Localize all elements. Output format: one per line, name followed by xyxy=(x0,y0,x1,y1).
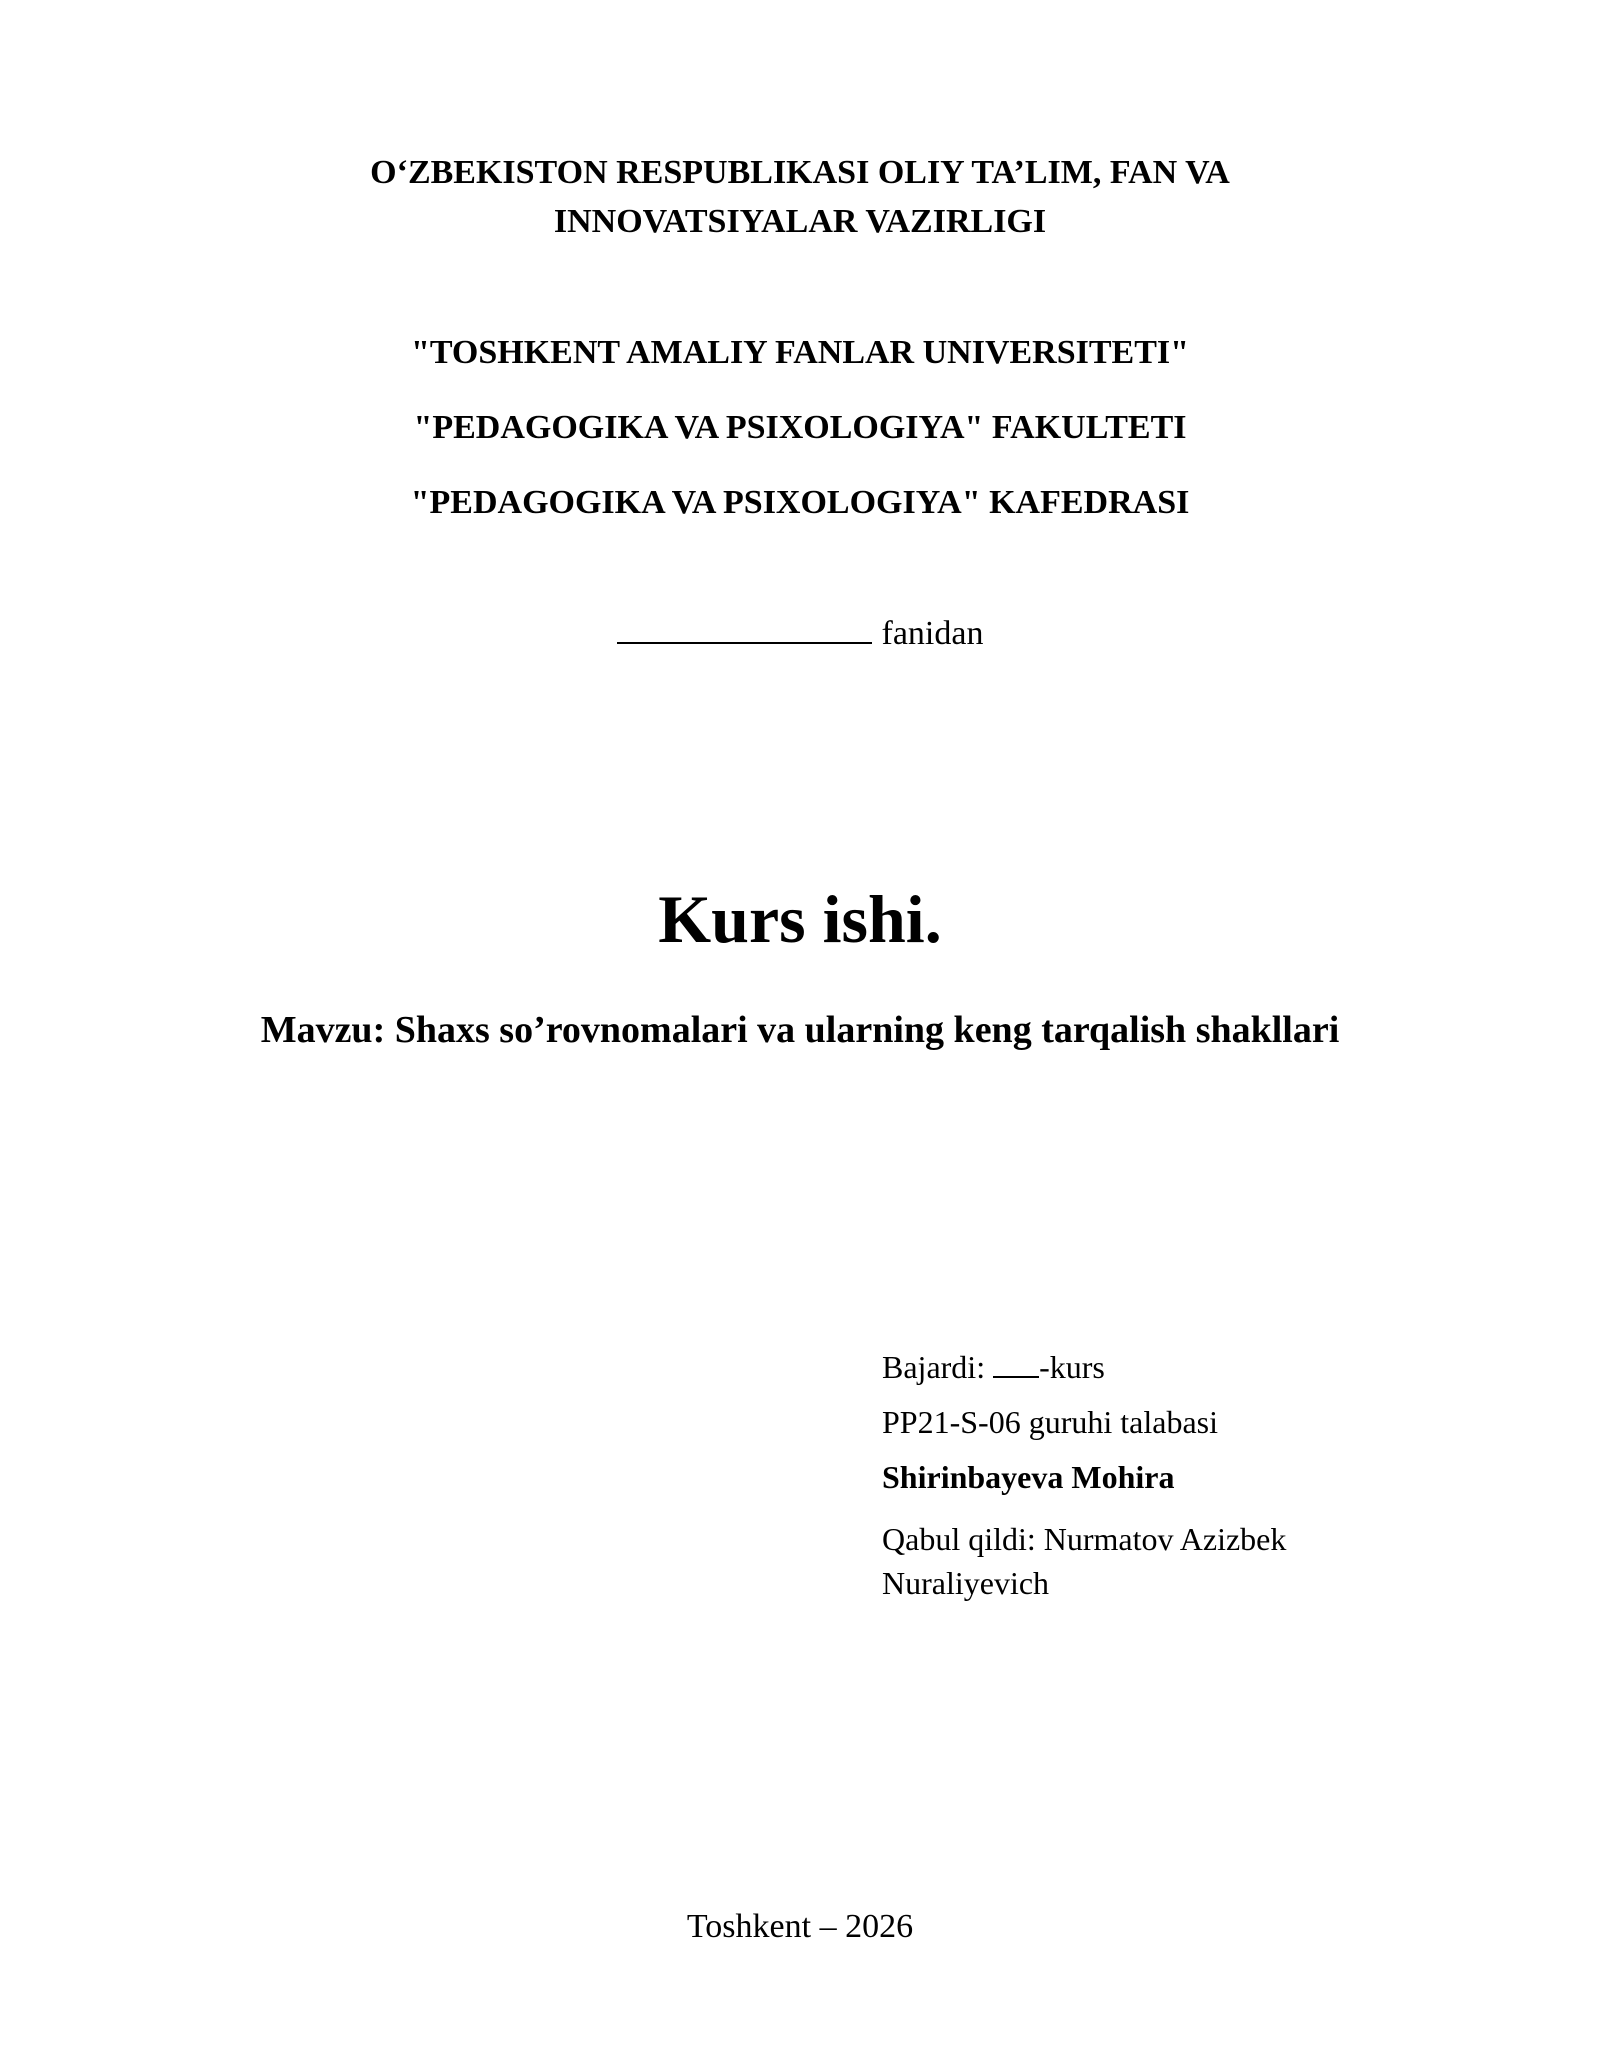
student-name: Shirinbayeva Mohira xyxy=(882,1459,1175,1495)
performed-by-row xyxy=(882,1345,1442,1389)
accepted-by-line-1: Qabul qildi: Nurmatov Azizbek xyxy=(882,1521,1287,1557)
ministry-line-1: O‘ZBEKISTON RESPUBLIKASI OLIY TA’LIM, FAN VA xyxy=(370,154,1230,191)
university-name: "TOSHKENT AMALIY FANLAR UNIVERSITETI" xyxy=(410,334,1190,371)
accepted-by-line-2: Nuraliyevich xyxy=(882,1565,1050,1601)
author-info-block xyxy=(882,1345,1442,1605)
document-title: Kurs ishi. xyxy=(658,881,942,957)
course-blank-field xyxy=(993,1352,1039,1378)
subject-suffix: fanidan xyxy=(881,615,984,652)
subject-line xyxy=(0,612,1600,653)
group-row: PP21-S-06 guruhi talabasi xyxy=(882,1404,1218,1440)
city-year: Toshkent – 2026 xyxy=(686,1908,914,1945)
topic-line: Mavzu: Shaxs so’rovnomalari va ularning keng tarqalish shakllari xyxy=(260,1009,1340,1051)
faculty-name: "PEDAGOGIKA VA PSIXOLOGIYA" FAKULTETI xyxy=(413,409,1187,446)
ministry-heading xyxy=(0,148,1600,246)
subject-blank-field xyxy=(617,612,872,644)
ministry-line-2: INNOVATSIYALAR VAZIRLIGI xyxy=(553,203,1047,240)
course-suffix: -kurs xyxy=(1039,1349,1105,1385)
department-name: "PEDAGOGIKA VA PSIXOLOGIYA" KAFEDRASI xyxy=(410,484,1190,521)
accepted-by-block xyxy=(882,1517,1442,1605)
performed-by-label: Bajardi: xyxy=(882,1349,986,1385)
